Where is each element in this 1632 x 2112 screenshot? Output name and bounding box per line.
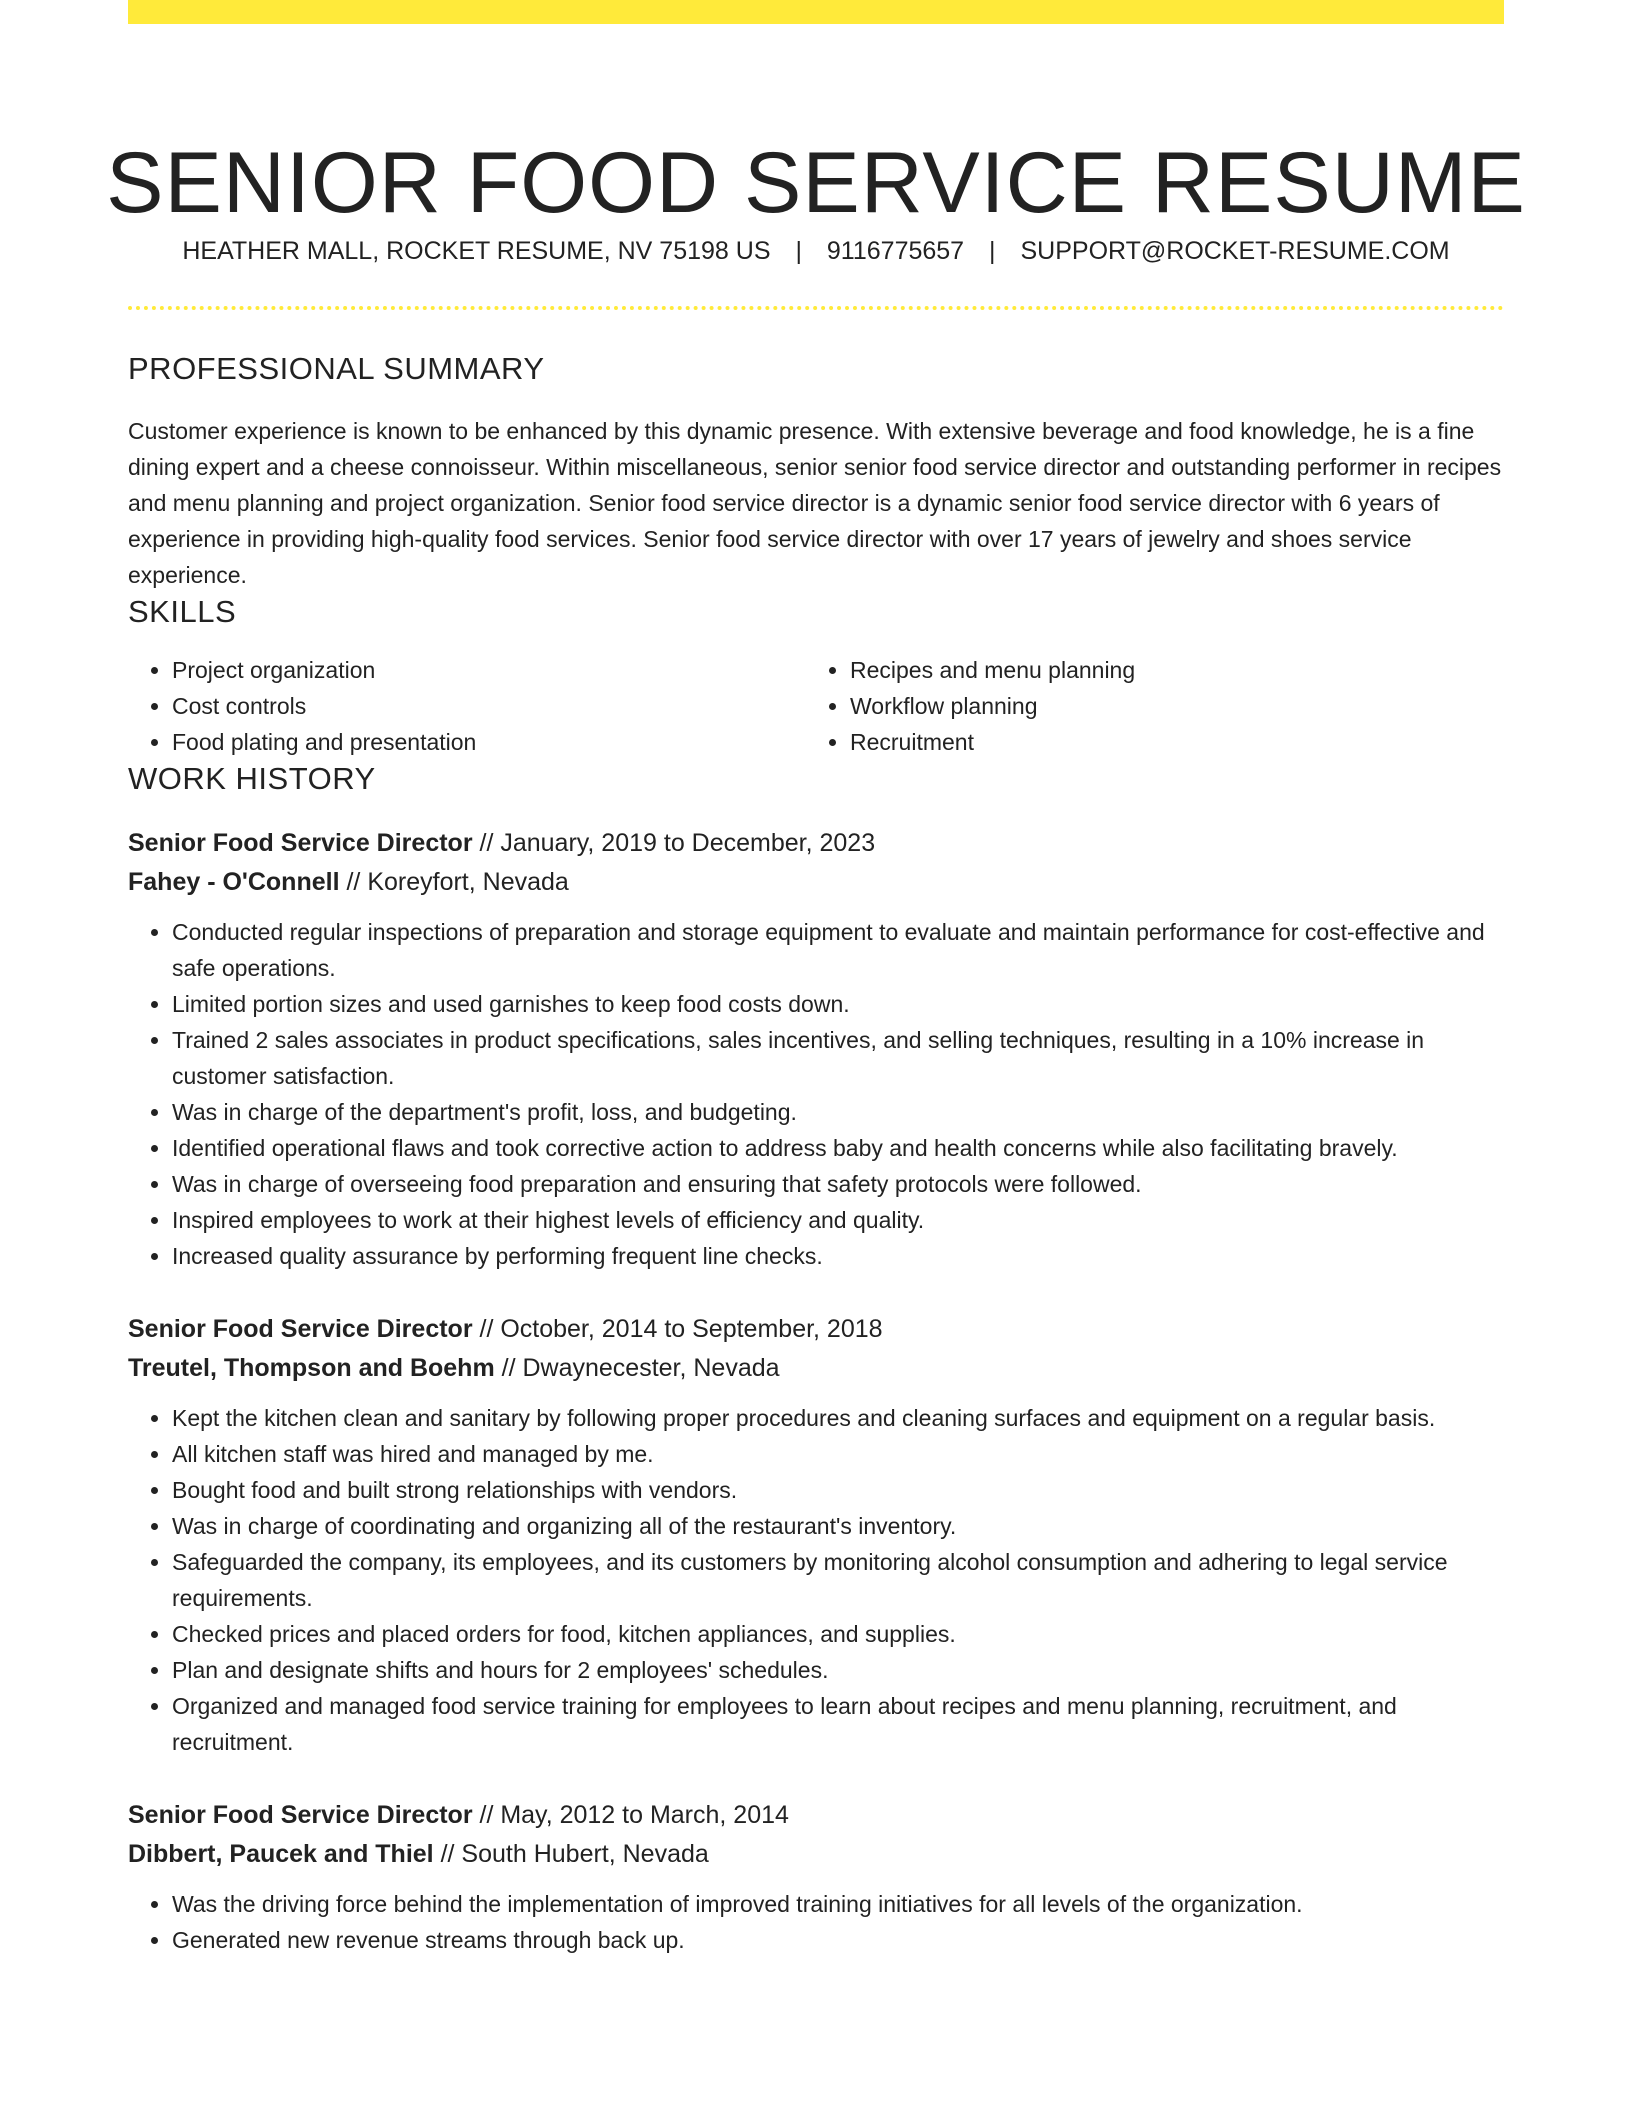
contact-separator: | — [795, 237, 802, 265]
job-entry — [128, 1310, 1504, 1760]
job-company-line — [128, 863, 1504, 902]
job-title: Senior Food Service Director — [128, 1800, 473, 1829]
job-bullet: • Was in charge of the department's profit, loss, and budgeting. — [172, 1094, 1504, 1130]
job-location: // Koreyfort, Nevada — [339, 867, 569, 896]
contact-separator: | — [989, 237, 996, 265]
job-company: Treutel, Thompson and Boehm — [128, 1353, 495, 1382]
job-bullet: • Increased quality assurance by performing frequent line checks. — [172, 1238, 1504, 1274]
job-title-line — [128, 1310, 1504, 1349]
job-title: Senior Food Service Director — [128, 828, 473, 857]
job-bullet: • Identified operational flaws and took corrective action to address baby and health concerns while also facilitating bravely. — [172, 1130, 1504, 1166]
job-bullet: • All kitchen staff was hired and managed by me. — [172, 1436, 1504, 1472]
skill-item: • Recipes and menu planning — [850, 652, 1484, 688]
job-bullets — [128, 1886, 1504, 1958]
resume-content — [128, 350, 1504, 1958]
job-company-line — [128, 1349, 1504, 1388]
job-location: // Dwaynecester, Nevada — [494, 1353, 780, 1382]
job-entry — [128, 824, 1504, 1274]
job-title-line — [128, 824, 1504, 863]
job-dates: // January, 2019 to December, 2023 — [472, 828, 876, 857]
contact-line — [0, 236, 1632, 266]
job-bullet: • Bought food and built strong relationships with vendors. — [172, 1472, 1504, 1508]
job-dates: // May, 2012 to March, 2014 — [472, 1800, 789, 1829]
skill-item: • Workflow planning — [850, 688, 1484, 724]
skills-column-left — [128, 652, 806, 760]
contact-address: HEATHER MALL, ROCKET RESUME, NV 75198 US — [182, 237, 771, 265]
job-bullet: • Plan and designate shifts and hours for 2 employees' schedules. — [172, 1652, 1504, 1688]
work-history-heading: WORK HISTORY — [128, 761, 376, 797]
skills-list — [128, 652, 1504, 760]
summary-text: Customer experience is known to be enhanced by this dynamic presence. With extensive beverage and food knowledge, he is a fine dining expert and a cheese connoisseur. Within miscellaneous, senior senior food service director and outstanding performer in recipes and menu planning and project organization. Senior food service director is a dynamic senior food service director with 6 years of experience in providing high-quality food services. Senior food service director with over 17 years of jewelry and shoes service experience. — [128, 418, 1502, 589]
job-bullet: • Was in charge of overseeing food preparation and ensuring that safety protocols were followed. — [172, 1166, 1504, 1202]
job-bullet: • Was the driving force behind the implementation of improved training initiatives for all levels of the organization. — [172, 1886, 1504, 1922]
dotted-divider — [128, 306, 1504, 310]
job-bullet: • Organized and managed food service training for employees to learn about recipes and menu planning, recruitment, and recruitment. — [172, 1688, 1504, 1760]
job-title-line — [128, 1796, 1504, 1835]
skills-column-right — [806, 652, 1484, 760]
contact-email: SUPPORT@ROCKET-RESUME.COM — [1020, 237, 1450, 265]
job-bullet: • Safeguarded the company, its employees, and its customers by monitoring alcohol consumption and adhering to legal service requirements. — [172, 1544, 1504, 1616]
skills-heading: SKILLS — [128, 594, 237, 630]
job-company: Dibbert, Paucek and Thiel — [128, 1839, 434, 1868]
job-bullet: • Trained 2 sales associates in product specifications, sales incentives, and selling techniques, resulting in a 10% increase in customer satisfaction. — [172, 1022, 1504, 1094]
job-title: Senior Food Service Director — [128, 1314, 473, 1343]
skill-item: • Food plating and presentation — [172, 724, 806, 760]
job-bullet: • Inspired employees to work at their highest levels of efficiency and quality. — [172, 1202, 1504, 1238]
job-dates: // October, 2014 to September, 2018 — [472, 1314, 883, 1343]
job-bullet: • Checked prices and placed orders for food, kitchen appliances, and supplies. — [172, 1616, 1504, 1652]
contact-phone: 9116775657 — [826, 237, 965, 265]
skill-item: • Project organization — [172, 652, 806, 688]
job-bullet: • Kept the kitchen clean and sanitary by following proper procedures and cleaning surfaces and equipment on a regular basis. — [172, 1400, 1504, 1436]
job-bullet: • Was in charge of coordinating and organizing all of the restaurant's inventory. — [172, 1508, 1504, 1544]
job-location: // South Hubert, Nevada — [433, 1839, 709, 1868]
summary-heading: PROFESSIONAL SUMMARY — [128, 351, 545, 386]
accent-top-bar — [128, 0, 1504, 24]
job-company-line — [128, 1835, 1504, 1874]
job-bullets — [128, 1400, 1504, 1760]
skill-item: • Cost controls — [172, 688, 806, 724]
job-bullet: • Generated new revenue streams through back up. — [172, 1922, 1504, 1958]
job-bullet: • Conducted regular inspections of preparation and storage equipment to evaluate and maintain performance for cost-effective and safe operations. — [172, 914, 1504, 986]
job-company: Fahey - O'Connell — [128, 867, 340, 896]
job-bullet: • Limited portion sizes and used garnishes to keep food costs down. — [172, 986, 1504, 1022]
job-entry — [128, 1796, 1504, 1958]
page-title: SENIOR FOOD SERVICE RESUME — [106, 134, 1526, 231]
job-bullets — [128, 914, 1504, 1274]
skill-item: • Recruitment — [850, 724, 1484, 760]
